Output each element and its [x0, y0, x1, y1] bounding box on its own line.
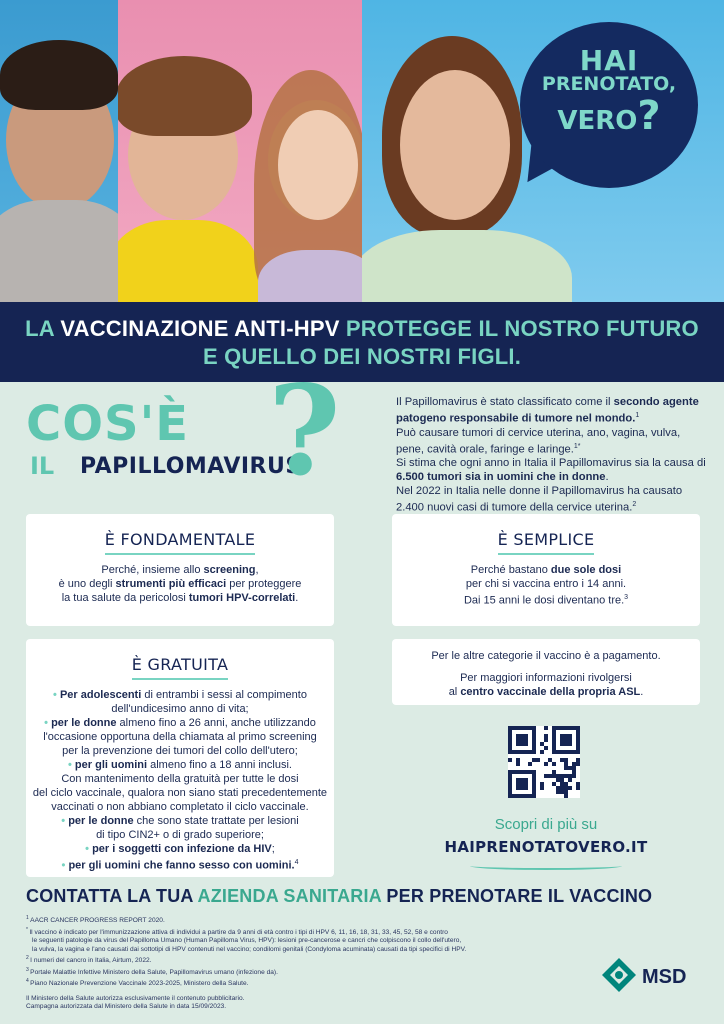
sempl-l1-a: Perché bastano: [470, 564, 551, 576]
intro-paragraph-4: [396, 484, 708, 515]
intro-p3-b: 6.500 tumori sia in uomini che in donne: [396, 471, 606, 484]
note-3: Portale Malattie Infettive Ministero della Salute, Papillomavirus umano (infezione da).: [30, 968, 278, 976]
qr-module: [544, 746, 548, 750]
qr-module: [568, 778, 572, 782]
bullet-icon: •: [53, 689, 60, 701]
authorization-1: Il Ministero della Salute autorizza esclusivamente il contenuto pubblicitario.: [26, 994, 245, 1002]
card-fondamentale-title: È FONDAMENTALE: [105, 530, 256, 555]
cose-il: IL: [30, 452, 55, 480]
note-sup-4: 4: [26, 978, 31, 985]
intro-p4-sup: 2: [632, 501, 637, 509]
qr-module: [540, 786, 544, 790]
grat-b2-b: almeno fino a 26 anni, anche utilizzando: [116, 717, 316, 729]
msd-logo-icon: [600, 956, 638, 994]
intro-p3-c: .: [605, 471, 609, 484]
sempl-l1-b: due sole dosi: [550, 564, 622, 576]
bubble-line-2: PRENOTATO,: [541, 73, 677, 96]
qr-module: [544, 738, 548, 742]
qr-module: [572, 774, 576, 778]
fond-l3-a: la tua salute da pericolosi: [61, 592, 189, 604]
qr-module: [516, 762, 520, 766]
sempl-l3: Dai 15 anni le dosi diventano tre.: [463, 594, 625, 607]
photo-children: [118, 0, 362, 302]
contatta-heading: [26, 886, 706, 907]
headline-line-1: [0, 315, 724, 343]
intro-text: [396, 395, 708, 515]
card-gratuita-title: È GRATUITA: [132, 655, 228, 680]
qr-module: [568, 786, 572, 790]
grat-b3-b: almeno fino a 18 anni inclusi.: [147, 759, 292, 771]
bullet-icon: •: [61, 815, 69, 827]
contatta-b: AZIENDA SANITARIA: [197, 886, 382, 906]
grat-b4-a: per le donne: [68, 815, 134, 827]
note-2: I numeri del cancro in Italia, Airtum, 2022.: [30, 957, 152, 965]
headline-line-2: E QUELLO DEI NOSTRI FIGLI.: [202, 344, 522, 369]
fond-l1-c: ,: [255, 564, 259, 576]
grat-b5-b: con infezione da HIV: [164, 843, 272, 855]
intro-p3-a: Si stima che ogni anno in Italia il Papillomavirus sia la causa di: [396, 457, 706, 470]
note-sup-3: 3: [26, 966, 31, 973]
contatta-c: PER PRENOTARE IL VACCINO: [381, 886, 653, 906]
bullet-icon: •: [61, 859, 69, 872]
grat-b5-a: per i soggetti: [92, 843, 165, 855]
qr-module: [576, 762, 580, 766]
intro-paragraph-1: [396, 395, 708, 426]
scopri-text: Scopri di più su: [494, 816, 598, 833]
qr-module: [540, 750, 544, 754]
headline-protegge: PROTEGGE IL NOSTRO FUTURO: [345, 316, 699, 341]
contatta-a: CONTATTA LA TUA: [26, 886, 198, 906]
card-semplice-body: [392, 563, 700, 608]
grat-p1: Con mantenimento della gratuità per tutte le dosi: [61, 773, 299, 785]
intro-p1-a: Il Papillomavirus è stato classificato come il: [396, 396, 614, 408]
fond-l2-a: è uno degli: [58, 578, 116, 590]
speech-bubble-text: [534, 44, 684, 140]
qr-code[interactable]: [508, 726, 580, 798]
note-sup-1: 1: [26, 915, 31, 921]
note-1c: le seguenti patologie da virus del Papilloma Umano (Human Papilloma Virus, HPV): lesioni pre-cancerose e cancri che colpiscono il collo dell'utero,: [32, 937, 462, 945]
card-fondamentale-body: [26, 563, 334, 605]
qr-module: [576, 786, 580, 790]
intro-p2: Può causare tumori di cervice uterina, ano, vagina, vulva, pene, cavità orale, faringe e laringe.: [396, 426, 681, 456]
cose-papillomavirus: PAPILLOMAVIRUS: [80, 454, 302, 479]
fond-l3-c: .: [295, 592, 299, 604]
note-4: Piano Nazionale Prevenzione Vaccinale 2023-2025, Ministero della Salute.: [30, 980, 249, 988]
note-1b: Il vaccino è indicato per l'immunizzazione attiva di individui a partire da 9 anni di età contro i tipi di HPV 6, 11, 16, 18, 31, 33, 45, 52, 58 e contro: [29, 928, 448, 936]
grat-b2-d: per la prevenzione dei tumori del collo dell'utero;: [62, 745, 298, 757]
bullet-icon: •: [68, 759, 75, 771]
card-semplice-title: È SEMPLICE: [498, 530, 595, 555]
card-gratuita: [26, 639, 334, 877]
fond-l3-b: tumori HPV-correlati: [188, 592, 296, 604]
grat-b1-b: di entrambi i sessi al compimento: [141, 689, 307, 701]
headline-la: LA: [25, 316, 61, 341]
website-underline: [470, 862, 622, 870]
fond-l1-b: screening: [203, 564, 256, 576]
card-semplice: [392, 514, 700, 626]
headline-banner: [0, 302, 724, 382]
fond-l2-b: strumenti più efficaci: [115, 578, 227, 590]
grat-b5-c: ;: [271, 843, 275, 855]
intro-p1-sup: 1: [635, 412, 640, 419]
grat-b2-a: per le donne: [51, 717, 117, 729]
grat-b1-a: Per adolescenti: [59, 689, 142, 701]
bullet-icon: •: [44, 717, 52, 729]
note-sup-star: *: [26, 926, 30, 933]
qr-module: [536, 758, 540, 762]
qr-module: [544, 762, 548, 766]
grat-b6-sup: 4: [294, 859, 299, 866]
grat-b6: per gli uomini che fanno sesso con uomini.: [68, 859, 295, 872]
footnotes: [26, 914, 546, 1012]
bubble-question-mark: ?: [637, 93, 661, 140]
grat-b4-b: che sono state trattate per lesioni: [133, 815, 299, 827]
sempl-l3-sup: 3: [624, 594, 629, 601]
bubble-line-3: [534, 93, 684, 140]
note-1: AACR CANCER PROGRESS REPORT 2020.: [30, 917, 165, 925]
grat-p3: vaccinati o non abbiano completato il ciclo vaccinale.: [51, 801, 309, 813]
pag-l2: Per maggiori informazioni rivolgersi: [460, 672, 632, 684]
msd-brand-name: MSD: [642, 966, 687, 988]
intro-paragraph-2: [396, 426, 708, 457]
qr-finder: [516, 734, 528, 746]
pag-l3-b: centro vaccinale della propria ASL: [460, 686, 641, 698]
website-link[interactable]: HAIPRENOTATOVERO.IT: [444, 838, 648, 856]
intro-p4: Nel 2022 in Italia nelle donne il Papillomavirus ha causato 2.400 nuovi casi di tumore della cervice uterina.: [396, 485, 683, 515]
qr-module: [564, 794, 568, 798]
qr-module: [552, 762, 556, 766]
qr-finder: [560, 734, 572, 746]
note-1d: la vulva, la vagina e l'ano causati dai sottotipi di HPV contenuti nel vaccino; condilomi genitali (Condyloma acuminata) causati da tipi specifici di HPV.: [32, 945, 467, 953]
sempl-l2: per chi si vaccina entro i 14 anni.: [465, 578, 627, 590]
grat-p2: del ciclo vaccinale, qualora non siano stati precedentemente: [32, 787, 328, 799]
grat-b1-c: dell'undicesimo anno di vita;: [111, 703, 249, 715]
bullet-icon: •: [85, 843, 93, 855]
grat-b2-c: l'occasione opportuna della chiamata al primo screening: [43, 731, 317, 743]
bubble-line-1: HAI: [579, 44, 639, 77]
headline-vaccinazione: VACCINAZIONE ANTI-HPV: [60, 316, 346, 341]
cose-title: COS'È: [26, 396, 190, 452]
card-pagamento: [392, 639, 700, 705]
qr-module: [528, 762, 532, 766]
intro-paragraph-3: [396, 456, 708, 484]
note-sup-2: 2: [26, 955, 31, 961]
card-gratuita-body: [26, 688, 334, 873]
photo-teen-boy: [0, 0, 118, 302]
authorization-2: Campagna autorizzata dal Ministero della Salute in data 15/09/2023.: [26, 1003, 227, 1011]
qr-finder: [516, 778, 528, 790]
grat-b4-c: di tipo CIN2+ o di grado superiore;: [96, 829, 264, 841]
bubble-line-3-text: VERO: [557, 106, 638, 137]
card-fondamentale: [26, 514, 334, 626]
qr-module: [508, 758, 512, 762]
intro-p1-b: secondo agente patogeno responsabile di tumore nel mondo.: [396, 396, 699, 425]
grat-b3-a: per gli uomini: [74, 759, 148, 771]
pag-l1: Per le altre categorie il vaccino è a pagamento.: [431, 650, 661, 662]
fond-l2-c: per proteggere: [226, 578, 302, 590]
pag-l3-c: .: [640, 686, 644, 698]
intro-p2-sup: 1*: [573, 442, 581, 450]
fond-l1-a: Perché, insieme allo: [101, 564, 204, 576]
qr-module: [544, 726, 548, 730]
big-question-mark: ?: [268, 359, 341, 504]
pag-l3-a: al: [448, 686, 461, 698]
